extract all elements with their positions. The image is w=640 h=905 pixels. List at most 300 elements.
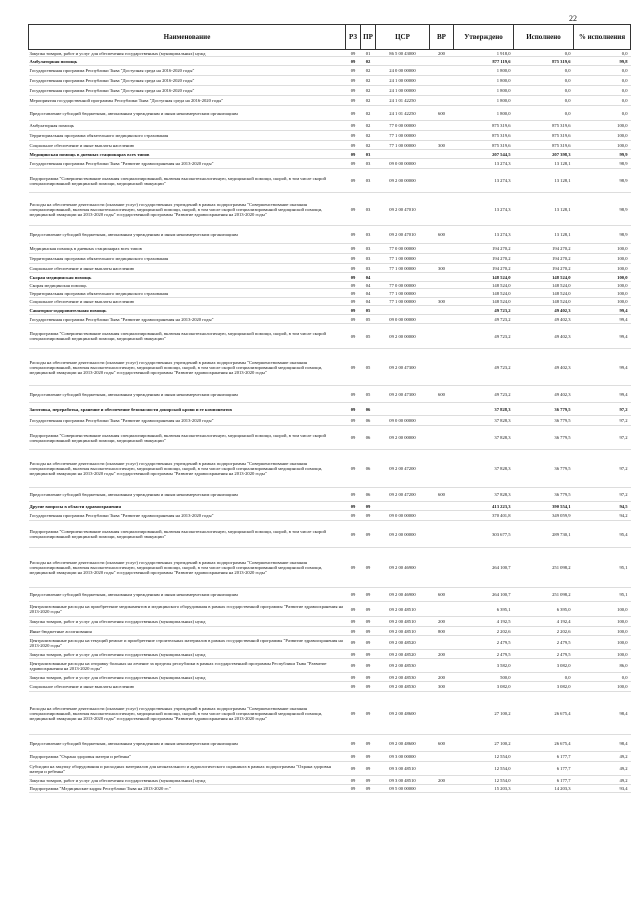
cell-vr — [430, 785, 454, 793]
cell-vr — [430, 169, 454, 193]
cell-vr — [430, 254, 454, 264]
cell-name: Закупка товаров, работ и услуг для обеспечения государственных (муниципальных) нужд — [29, 776, 346, 785]
cell-name: Амбулаторная помощь — [29, 57, 346, 66]
cell-approved: 207 544,5 — [454, 150, 514, 159]
cell-name: Медицинская помощь в дневных стационарах всех типов — [29, 244, 346, 254]
cell-executed: 13 128,1 — [514, 169, 574, 193]
cell-approved: 13 274,3 — [454, 159, 514, 169]
cell-vr — [430, 511, 454, 521]
table-row — [29, 602, 631, 617]
cell-csr — [376, 502, 430, 511]
cell-rz: 09 — [346, 762, 361, 776]
cell-percent: 99,8 — [574, 57, 631, 66]
table-row — [29, 298, 631, 306]
cell-rz: 09 — [346, 324, 361, 349]
cell-executed: 148 524,0 — [514, 289, 574, 298]
cell-executed: 0,0 — [514, 86, 574, 96]
cell-rz: 09 — [346, 511, 361, 521]
cell-percent: 100,0 — [574, 617, 631, 627]
cell-percent: 100,0 — [574, 131, 631, 141]
cell-csr: 09 2 00 00000 — [376, 426, 430, 450]
cell-rz: 09 — [346, 282, 361, 289]
table-row — [29, 121, 631, 131]
cell-csr: 09 0 00 00000 — [376, 416, 430, 426]
cell-executed: 6 395,0 — [514, 602, 574, 617]
cell-vr — [430, 131, 454, 141]
cell-executed: 148 524,0 — [514, 298, 574, 306]
cell-approved: 12 554,0 — [454, 752, 514, 762]
cell-pr: 06 — [361, 450, 376, 488]
cell-rz: 09 — [346, 682, 361, 692]
cell-rz: 09 — [346, 96, 361, 106]
cell-name: Социальное обеспечение и иные выплаты населению — [29, 264, 346, 273]
table-row — [29, 762, 631, 776]
table-row — [29, 673, 631, 682]
cell-name: Государственная программа Республики Тыва "Развитие здравоохранения на 2013-2020 годы" — [29, 416, 346, 426]
cell-vr — [430, 450, 454, 488]
cell-rz: 09 — [346, 548, 361, 588]
cell-executed: 49 402,3 — [514, 386, 574, 403]
cell-vr — [430, 403, 454, 416]
col-header-csr: ЦСР — [376, 25, 430, 50]
cell-percent: 99,4 — [574, 324, 631, 349]
cell-approved: 1 918,0 — [454, 50, 514, 57]
cell-executed: 148 524,0 — [514, 273, 574, 282]
cell-executed: 49 402,3 — [514, 349, 574, 386]
cell-csr: 77 0 00 00000 — [376, 282, 430, 289]
cell-csr: 24 1 01 42250 — [376, 106, 430, 121]
cell-approved: 148 524,0 — [454, 289, 514, 298]
cell-csr: 09 0 00 00000 — [376, 315, 430, 324]
cell-csr — [376, 150, 430, 159]
cell-pr: 09 — [361, 752, 376, 762]
table-row — [29, 106, 631, 121]
cell-executed: 3 082,0 — [514, 682, 574, 692]
cell-csr — [376, 403, 430, 416]
cell-csr: 09 2 00 00000 — [376, 169, 430, 193]
cell-approved: 1 800,0 — [454, 106, 514, 121]
cell-percent: 97,2 — [574, 450, 631, 488]
cell-pr: 09 — [361, 548, 376, 588]
cell-name: Государственная программа Республики Тыва "Развитие здравоохранения на 2013-2020 годы" — [29, 315, 346, 324]
cell-approved: 413 223,3 — [454, 502, 514, 511]
table-row — [29, 289, 631, 298]
cell-rz: 09 — [346, 349, 361, 386]
cell-executed: 875 319,6 — [514, 121, 574, 131]
cell-vr — [430, 502, 454, 511]
cell-percent: 100,0 — [574, 627, 631, 636]
cell-rz: 09 — [346, 588, 361, 602]
cell-percent: 95,4 — [574, 521, 631, 548]
cell-name: Скорая медицинская помощь — [29, 273, 346, 282]
cell-vr: 200 — [430, 50, 454, 57]
cell-approved: 13 274,3 — [454, 193, 514, 226]
cell-percent: 99,4 — [574, 349, 631, 386]
cell-percent: 49,2 — [574, 752, 631, 762]
cell-csr: 09 2 00 47200 — [376, 450, 430, 488]
cell-name: Предоставление субсидий бюджетным, автономным учреждениям и иным некоммерческим организациям — [29, 386, 346, 403]
budget-table — [28, 24, 631, 793]
cell-percent: 100,0 — [574, 273, 631, 282]
cell-percent: 97,2 — [574, 403, 631, 416]
cell-csr: 09 5 00 00000 — [376, 785, 430, 793]
cell-vr — [430, 315, 454, 324]
cell-percent: 49,2 — [574, 776, 631, 785]
cell-rz: 09 — [346, 244, 361, 254]
table-row — [29, 254, 631, 264]
cell-rz: 09 — [346, 502, 361, 511]
cell-executed: 6 177,7 — [514, 762, 574, 776]
cell-vr — [430, 426, 454, 450]
cell-name: Централизованные расходы на отправку больных на лечение за пределы республики в рамках государственной программы Республики Тыва "Развитие здравоохранения на 2013-2020 годы" — [29, 659, 346, 673]
cell-csr — [376, 273, 430, 282]
table-row — [29, 315, 631, 324]
cell-name: Государственная программа Республики Тыва "Доступная среда на 2016-2020 годы" — [29, 86, 346, 96]
cell-rz: 09 — [346, 226, 361, 244]
cell-pr: 03 — [361, 264, 376, 273]
cell-executed: 0,0 — [514, 66, 574, 76]
cell-vr: 600 — [430, 226, 454, 244]
cell-executed: 26 675,4 — [514, 735, 574, 752]
cell-csr: 09 2 00 00000 — [376, 521, 430, 548]
table-row — [29, 548, 631, 588]
cell-rz: 09 — [346, 735, 361, 752]
cell-percent: 100,0 — [574, 244, 631, 254]
cell-rz: 09 — [346, 141, 361, 150]
cell-percent: 100,0 — [574, 602, 631, 617]
cell-percent: 95,1 — [574, 588, 631, 602]
table-row — [29, 650, 631, 659]
cell-pr: 09 — [361, 735, 376, 752]
cell-executed: 289 730,1 — [514, 521, 574, 548]
cell-approved: 37 828,3 — [454, 403, 514, 416]
cell-name: Закупка товаров, работ и услуг для обеспечения государственных (муниципальных) нужд — [29, 617, 346, 627]
cell-executed: 14 203,3 — [514, 785, 574, 793]
cell-approved: 13 274,3 — [454, 226, 514, 244]
cell-vr: 200 — [430, 776, 454, 785]
cell-executed: 36 779,5 — [514, 488, 574, 502]
cell-approved: 49 723,2 — [454, 386, 514, 403]
cell-executed: 875 319,6 — [514, 57, 574, 66]
cell-vr — [430, 762, 454, 776]
cell-rz: 09 — [346, 57, 361, 66]
cell-approved: 875 319,6 — [454, 121, 514, 131]
cell-csr: 09 2 00 47300 — [376, 386, 430, 403]
cell-csr: 09 2 00 00000 — [376, 324, 430, 349]
cell-pr: 03 — [361, 254, 376, 264]
cell-rz: 09 — [346, 403, 361, 416]
cell-rz: 09 — [346, 488, 361, 502]
cell-csr: 09 2 00 48510 — [376, 627, 430, 636]
cell-name: Расходы на обеспечение деятельности (оказание услуг) государственных учреждений в рамках подпрограммы "Совершенствование оказания специализированной, включая высокотехнологичную, медицинской помощи, скорой, в том числе скорой специализированной медицинской помощи, медицинской эвакуации на 2013-2020 годы" государственной программы "Развитие здравоохранения на 2013-2020 годы" — [29, 349, 346, 386]
table-row — [29, 324, 631, 349]
cell-executed: 0,0 — [514, 50, 574, 57]
cell-approved: 4 192,5 — [454, 617, 514, 627]
table-row — [29, 141, 631, 150]
table-row — [29, 50, 631, 57]
cell-pr: 02 — [361, 86, 376, 96]
cell-approved: 3 082,0 — [454, 682, 514, 692]
cell-rz: 09 — [346, 627, 361, 636]
cell-vr — [430, 521, 454, 548]
cell-name: Подпрограмма "Охрана здоровья матери и ребенка" — [29, 752, 346, 762]
cell-executed: 26 675,4 — [514, 692, 574, 735]
cell-rz: 09 — [346, 650, 361, 659]
table-row — [29, 159, 631, 169]
cell-pr: 09 — [361, 692, 376, 735]
cell-approved: 264 100,7 — [454, 548, 514, 588]
col-header-name: Наименование — [29, 25, 346, 50]
cell-percent: 99,4 — [574, 386, 631, 403]
cell-approved: 370 401,8 — [454, 511, 514, 521]
cell-pr: 01 — [361, 50, 376, 57]
cell-executed: 36 779,5 — [514, 403, 574, 416]
cell-pr: 09 — [361, 673, 376, 682]
cell-executed: 13 128,1 — [514, 193, 574, 226]
cell-csr: 09 2 00 47010 — [376, 226, 430, 244]
cell-csr: 09 2 00 47200 — [376, 488, 430, 502]
cell-percent: 99,4 — [574, 315, 631, 324]
cell-rz: 09 — [346, 386, 361, 403]
cell-rz: 09 — [346, 306, 361, 315]
cell-rz: 09 — [346, 692, 361, 735]
cell-vr: 300 — [430, 682, 454, 692]
table-row — [29, 488, 631, 502]
cell-rz: 09 — [346, 776, 361, 785]
cell-pr: 09 — [361, 502, 376, 511]
cell-percent: 98,9 — [574, 193, 631, 226]
cell-name: Заготовка, переработка, хранение и обеспечение безопасности донорской крови и ее компонентов — [29, 403, 346, 416]
table-row — [29, 76, 631, 86]
cell-executed: 13 128,1 — [514, 226, 574, 244]
cell-name: Санаторно-оздоровительная помощь — [29, 306, 346, 315]
cell-vr — [430, 416, 454, 426]
table-row — [29, 416, 631, 426]
cell-approved: 1 800,0 — [454, 76, 514, 86]
cell-pr: 02 — [361, 141, 376, 150]
table-row — [29, 273, 631, 282]
cell-pr: 02 — [361, 66, 376, 76]
cell-vr: 600 — [430, 386, 454, 403]
cell-name: Социальное обеспечение и иные выплаты населению — [29, 141, 346, 150]
table-row — [29, 96, 631, 106]
cell-pr: 06 — [361, 426, 376, 450]
table-row — [29, 131, 631, 141]
cell-vr — [430, 752, 454, 762]
cell-name: Государственная программа Республики Тыва "Развитие здравоохранения на 2013-2020 годы" — [29, 159, 346, 169]
cell-percent: 0,0 — [574, 76, 631, 86]
cell-percent: 98,9 — [574, 159, 631, 169]
cell-name: Территориальная программа обязательного медицинского страхования — [29, 289, 346, 298]
cell-approved: 264 100,7 — [454, 588, 514, 602]
cell-vr — [430, 159, 454, 169]
cell-approved: 13 274,3 — [454, 169, 514, 193]
cell-executed: 194 270,2 — [514, 254, 574, 264]
cell-executed: 36 779,5 — [514, 450, 574, 488]
cell-vr: 300 — [430, 141, 454, 150]
cell-pr: 09 — [361, 650, 376, 659]
cell-pr: 05 — [361, 315, 376, 324]
cell-executed: 6 177,7 — [514, 776, 574, 785]
cell-vr — [430, 57, 454, 66]
table-row — [29, 682, 631, 692]
cell-percent: 97,2 — [574, 488, 631, 502]
cell-vr — [430, 244, 454, 254]
cell-name: Закупка товаров, работ и услуг для обеспечения государственных (муниципальных) нужд — [29, 50, 346, 57]
cell-percent: 0,0 — [574, 66, 631, 76]
cell-rz: 09 — [346, 426, 361, 450]
cell-executed: 194 270,2 — [514, 264, 574, 273]
cell-csr — [376, 306, 430, 315]
cell-pr: 09 — [361, 636, 376, 650]
cell-rz: 09 — [346, 76, 361, 86]
cell-rz: 09 — [346, 315, 361, 324]
cell-executed: 49 402,3 — [514, 315, 574, 324]
table-row — [29, 193, 631, 226]
cell-vr: 800 — [430, 627, 454, 636]
col-header-approved: Утверждено — [454, 25, 514, 50]
table-row — [29, 617, 631, 627]
cell-name: Социальное обеспечение и иные выплаты населению — [29, 298, 346, 306]
cell-rz: 09 — [346, 169, 361, 193]
cell-pr: 09 — [361, 785, 376, 793]
cell-percent: 0,0 — [574, 673, 631, 682]
cell-name: Амбулаторная помощь — [29, 121, 346, 131]
cell-approved: 12 554,0 — [454, 762, 514, 776]
cell-vr — [430, 150, 454, 159]
table-row — [29, 502, 631, 511]
table-row — [29, 450, 631, 488]
cell-vr — [430, 121, 454, 131]
cell-name: Подпрограмма "Совершенствование оказания специализированной, включая высокотехнологичную, медицинской помощи, скорой, в том числе скорой специализированной медицинской помощи, медицинской эвакуации" — [29, 426, 346, 450]
table-row — [29, 403, 631, 416]
cell-executed: 0,0 — [514, 673, 574, 682]
col-header-vr: ВР — [430, 25, 454, 50]
col-header-rz: РЗ — [346, 25, 361, 50]
table-row — [29, 776, 631, 785]
cell-pr: 09 — [361, 521, 376, 548]
cell-csr: 09 2 00 46900 — [376, 588, 430, 602]
cell-executed: 875 319,6 — [514, 131, 574, 141]
cell-pr: 05 — [361, 324, 376, 349]
cell-vr: 300 — [430, 298, 454, 306]
cell-rz: 09 — [346, 450, 361, 488]
cell-pr: 09 — [361, 776, 376, 785]
cell-csr: 09 2 00 48510 — [376, 602, 430, 617]
cell-pr: 09 — [361, 682, 376, 692]
cell-pr: 02 — [361, 121, 376, 131]
cell-rz: 09 — [346, 86, 361, 96]
cell-name: Другие вопросы в области здравоохранения — [29, 502, 346, 511]
cell-csr: 09 2 00 48600 — [376, 692, 430, 735]
cell-executed: 875 319,6 — [514, 141, 574, 150]
cell-percent: 0,0 — [574, 106, 631, 121]
cell-csr: 09 2 00 48520 — [376, 636, 430, 650]
cell-executed: 390 554,1 — [514, 502, 574, 511]
cell-executed: 251 098,2 — [514, 588, 574, 602]
cell-csr: 09 2 00 46900 — [376, 548, 430, 588]
cell-name: Мероприятия государственной программы Республики Тыва "Доступная среда на 2016-2020 годы" — [29, 96, 346, 106]
cell-pr: 06 — [361, 488, 376, 502]
cell-approved: 3 582,0 — [454, 659, 514, 673]
cell-percent: 100,0 — [574, 121, 631, 131]
cell-csr: 09 2 00 48600 — [376, 735, 430, 752]
cell-approved: 1 800,0 — [454, 86, 514, 96]
cell-approved: 37 828,3 — [454, 416, 514, 426]
cell-executed: 49 402,3 — [514, 306, 574, 315]
cell-pr: 02 — [361, 131, 376, 141]
cell-percent: 100,0 — [574, 141, 631, 150]
table-header — [29, 25, 631, 50]
cell-csr: 09 3 00 48510 — [376, 762, 430, 776]
cell-executed: 0,0 — [514, 76, 574, 86]
table-row — [29, 627, 631, 636]
cell-vr — [430, 659, 454, 673]
table-row — [29, 169, 631, 193]
cell-rz: 09 — [346, 636, 361, 650]
cell-rz: 09 — [346, 50, 361, 57]
cell-percent: 94,5 — [574, 502, 631, 511]
cell-pr: 09 — [361, 602, 376, 617]
cell-executed: 148 524,0 — [514, 282, 574, 289]
table-row — [29, 659, 631, 673]
cell-pr: 09 — [361, 627, 376, 636]
cell-pr: 02 — [361, 106, 376, 121]
cell-executed: 2 479,5 — [514, 636, 574, 650]
cell-pr: 06 — [361, 416, 376, 426]
cell-vr: 600 — [430, 488, 454, 502]
cell-name: Предоставление субсидий бюджетным, автономным учреждениям и иным некоммерческим организациям — [29, 588, 346, 602]
cell-approved: 875 319,6 — [454, 131, 514, 141]
cell-approved: 877 119,6 — [454, 57, 514, 66]
cell-name: Подпрограмма "Совершенствование оказания специализированной, включая высокотехнологичную, медицинской помощи, скорой, в том числе скорой специализированной медицинской помощи, медицинской эвакуации" — [29, 169, 346, 193]
cell-name: Территориальная программа обязательного медицинского страхования — [29, 131, 346, 141]
cell-csr: 77 1 00 00000 — [376, 298, 430, 306]
cell-executed: 194 270,2 — [514, 244, 574, 254]
cell-approved: 2 479,5 — [454, 650, 514, 659]
table-row — [29, 57, 631, 66]
table-row — [29, 150, 631, 159]
cell-pr: 05 — [361, 386, 376, 403]
table-row — [29, 349, 631, 386]
cell-name: Закупка товаров, работ и услуг для обеспечения государственных (муниципальных) нужд — [29, 650, 346, 659]
cell-approved: 27 100,2 — [454, 692, 514, 735]
cell-percent: 93,4 — [574, 785, 631, 793]
cell-pr: 03 — [361, 244, 376, 254]
cell-vr — [430, 306, 454, 315]
cell-name: Государственная программа Республики Тыва "Доступная среда на 2016-2020 годы" — [29, 76, 346, 86]
cell-name: Территориальная программа обязательного медицинского страхования — [29, 254, 346, 264]
cell-vr — [430, 289, 454, 298]
cell-vr: 200 — [430, 617, 454, 627]
cell-rz: 09 — [346, 521, 361, 548]
cell-percent: 99,4 — [574, 306, 631, 315]
cell-approved: 12 554,0 — [454, 776, 514, 785]
cell-executed: 251 098,2 — [514, 548, 574, 588]
cell-pr: 04 — [361, 289, 376, 298]
cell-approved: 49 723,2 — [454, 349, 514, 386]
cell-rz: 09 — [346, 659, 361, 673]
cell-vr — [430, 692, 454, 735]
cell-name: Медицинская помощь в дневных стационарах всех типов — [29, 150, 346, 159]
cell-vr — [430, 548, 454, 588]
cell-pr: 03 — [361, 159, 376, 169]
cell-approved: 37 828,3 — [454, 426, 514, 450]
cell-vr — [430, 96, 454, 106]
cell-name: Иные бюджетные ассигнования — [29, 627, 346, 636]
cell-approved: 875 319,6 — [454, 141, 514, 150]
cell-pr: 05 — [361, 306, 376, 315]
